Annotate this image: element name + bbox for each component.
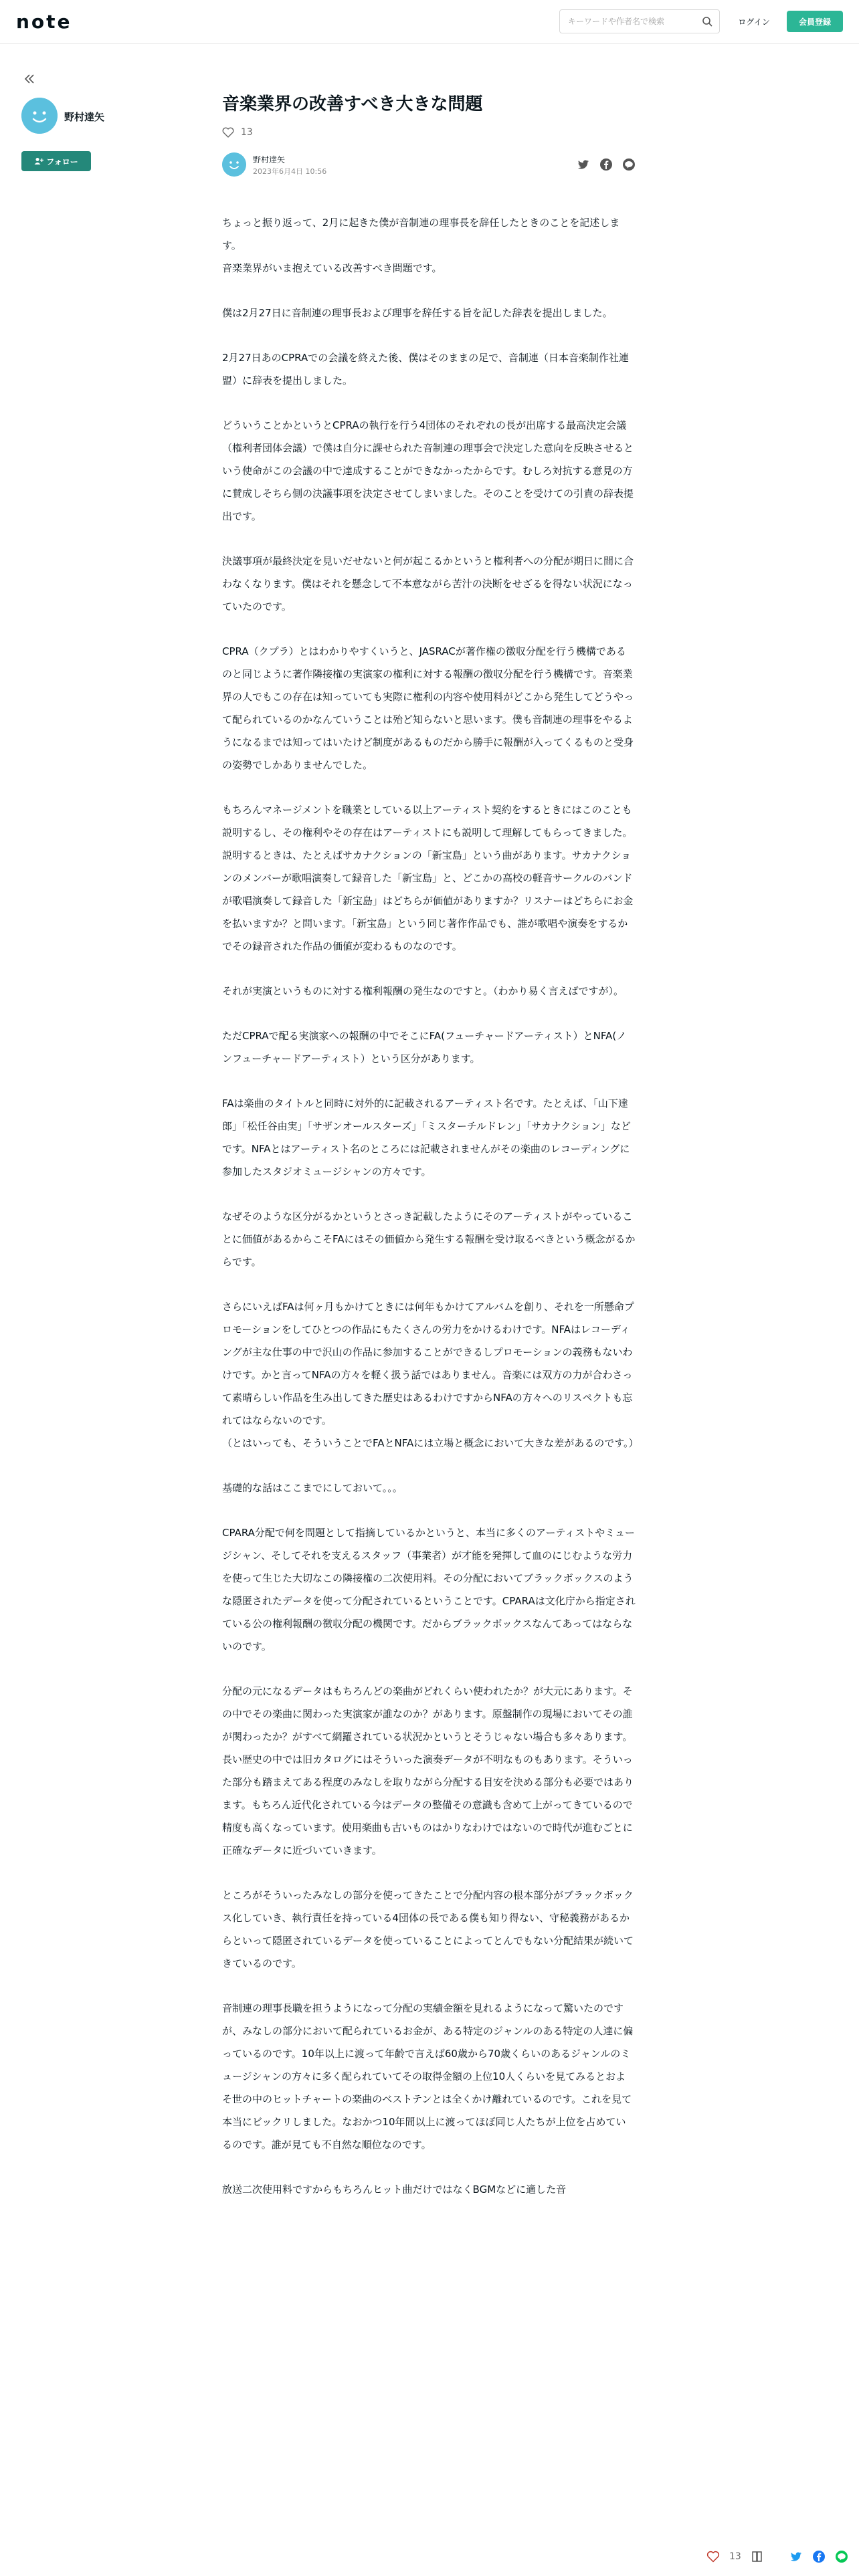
article-paragraph: さらにいえばFAは何ヶ月もかけてときには何年もかけてアルバムを創り、それを一所懸命プロモーションをしてひとつの作品にもたくさんの労力をかけるわけです。NFAはレコーディングが主な仕事の中で沢山の作品に参加することができるしプロモーションの義務もないわけです。かと言ってNFAの方々を軽く扱う話ではありません。音楽には双方の力が合わさって素晴らしい作品を生み出してきた歴史はあるわけですからNFAの方々へのリスペクトも忘れてはならないのです。 （とはいっても、そういうことでFAとNFAには立場と概念において大きな差があるのです。） (222, 1301, 639, 1449)
search-box (559, 9, 720, 33)
signup-button[interactable]: 会員登録 (787, 11, 843, 32)
article-paragraph: FAは楽曲のタイトルと同時に対外的に記載されるアーティスト名です。たとえば、「山下達郎」「松任谷由実」「サザンオールスターズ」「ミスターチルドレン」「サカナクション」などです。NFAとはアーティスト名のところには記載されませんがその楽曲のレコーディングに参加したスタジオミュージシャンの方々です。 (222, 1097, 631, 1178)
article-paragraph: 基礎的な話はここまでにしておいて。。。 (222, 1482, 403, 1494)
twitter-icon[interactable] (789, 2550, 803, 2563)
search-icon[interactable] (702, 16, 712, 27)
article-paragraph: それが実演というものに対する権利報酬の発生なのですと。（わかり易く言えばですが）。 (222, 985, 624, 997)
author-avatar[interactable] (21, 98, 58, 134)
facebook-icon[interactable] (812, 2550, 826, 2563)
heart-icon[interactable] (706, 2550, 720, 2563)
magazine-add-icon[interactable] (751, 2550, 764, 2563)
header (0, 0, 859, 44)
article-paragraph: 放送二次使用料ですからもちろんヒット曲だけではなくBGMなどに適した音 (222, 2183, 567, 2195)
like-count[interactable]: 13 (241, 127, 253, 138)
article-paragraph: CPARA分配で何を問題として指摘しているかというと、本当に多くのアーティストやミュージシャン、そしてそれを支えるスタッフ（事業者）が才能を発揮して血のにじむような労力を使って生じた大切なこの隣接権の二次使用料。その分配においてブラックボックスのような隠匿されたデータを使って分配されているということです。CPARAは文化庁から指定されている公の権利報酬の徴収分配の機関です。だからブラックボックスなんてあってはならないのです。 (222, 1527, 636, 1652)
follow-button[interactable] (21, 151, 91, 171)
share-buttons (577, 158, 636, 171)
article (222, 91, 639, 2223)
follow-label: フォロー (46, 156, 78, 167)
article-paragraph: なぜそのような区分がるかというとさっき記載したようにそのアーティストがやっていることに価値があるからこそFAにはその価値から発生する報酬を受け取るべきという概念がるからです。 (222, 1210, 636, 1268)
article-paragraph: 2月27日あのCPRAでの会議を終えた後、僕はそのままの足で、音制連（日本音楽制作社連盟）に辞表を提出しました。 (222, 352, 629, 387)
floating-action-bar (696, 2543, 859, 2571)
article-paragraph: もちろんマネージメントを職業としている以上アーティスト契約をするときにはこのことも説明するし、その権利やその存在はアーティストにも説明して理解してもらってきました。説明するときは、たとえばサカナクションの「新宝島」という曲があります。サカナクションのメンバーが歌唱演奏して録音した「新宝島」と、どこかの高校の軽音サークルのバンドが歌唱演奏して録音した「新宝島」はどちらが価値がありますか？リスナーはどちらにお金を払いますか？と問います。「新宝島」という同じ著作作品でも、誰が歌唱や演奏をするかでその録音された作品の価値が変わるものなのです。 (222, 804, 634, 952)
search-input[interactable] (560, 17, 694, 26)
byline-author-name[interactable]: 野村達矢 (253, 155, 286, 165)
line-icon[interactable] (622, 158, 636, 171)
sidebar-author-name[interactable]: 野村達矢 (64, 111, 105, 123)
double-chevron-left-icon[interactable] (23, 72, 36, 86)
login-link[interactable]: ログイン (738, 17, 770, 27)
heart-icon[interactable] (222, 127, 234, 138)
twitter-icon[interactable] (577, 158, 590, 171)
article-title: 音楽業界の改善すべき大きな問題 (222, 94, 483, 114)
line-icon[interactable] (835, 2550, 848, 2563)
article-paragraph: ところがそういったみなしの部分を使ってきたことで分配内容の根本部分がブラックボックス化していき、執行責任を持っている4団体の長である僕も知り得ない、守秘義務があるからといって隠匿されているデータを使っていることによってとんでもない分配結果が続いてきているのです。 (222, 1889, 634, 1969)
article-body (222, 211, 639, 2201)
like-area (222, 127, 636, 138)
article-paragraph: CPRA（クプラ）とはわかりやすくいうと、JASRACが著作権の徴収分配を行う機構であるのと同じように著作隣接権の実演家の権利に対する報酬の徴収分配を行う機構です。音楽業界の人でもこの存在は知っていても実際に権利の内容や使用料がどこから発生してどうやって配られているのかなんていうことは殆ど知らないと思います。僕も音制連の理事をやるようになるまでは知ってはいたけど制度があるものだから勝手に報酬が入ってくるものと受身の姿勢でしかありませんでした。 (222, 645, 634, 771)
smiley-icon (222, 152, 246, 177)
article-paragraph: どういうことかというとCPRAの執行を行う4団体のそれぞれの長が出席する最高決定会議（権利者団体会議）で僕は自分に課せられた音制連の理事会で決定した意向を反映させるという使命がこの会議の中で達成することができなかったからです。むしろ対抗する意見の方に賛成しそちら側の決議事項を決定させてしまいました。そのことを受けての引責の辞表提出です。 (222, 419, 634, 522)
smiley-icon (21, 98, 58, 134)
article-paragraph: 僕は2月27日に音制連の理事長および理事を辞任する旨を記した辞表を提出しました。 (222, 307, 613, 319)
article-paragraph: 音制連の理事長職を担うようになって分配の実績金額を見れるようになって驚いたのですが、みなしの部分において配られているお金が、ある特定のジャンルのある特定の人達に偏っているのです。10年以上に渡って年齢で言えば60歳から70歳くらいのあるジャンルのミュージシャンの方々に多く配られていてその取得金額の上位10人くらいを見てみるとおよそ世の中のヒットチャートの楽曲のベストテンとは全くかけ離れているのです。これを見て本当にビックリしました。なおかつ10年間以上に渡ってほぼ同じ人たちが上位を占めているのです。誰が見ても不自然な順位なのです。 (222, 2002, 634, 2151)
add-user-icon (34, 157, 43, 165)
publish-date: 2023年6月4日 10:56 (253, 167, 327, 176)
article-paragraph: 決議事項が最終決定を見いだせないと何が起こるかというと権利者への分配が期日に間に合わなくなります。僕はそれを懸念して不本意ながら苦汁の決断をせざるを得ない状況になっていたのです。 (222, 555, 634, 613)
byline (222, 151, 636, 178)
article-paragraph: 分配の元になるデータはもちろんどの楽曲がどれくらい使われたか？が大元にあります。その中でその楽曲に関わった実演家が誰なのか？があります。原盤制作の現場においてその誰が関わったか？がすべて網羅されている状況かというとそうじゃない場合も多々あります。長い歴史の中では旧カタログにはそういった演奏データが不明なものもあります。そういった部分も踏まえてある程度のみなしを取りながら分配する目安を決める部分も必要ではあります。もちろん近代化されている今はデータの整備その意識も含めて上がってきているので精度も高くなっています。使用楽曲も古いものはかりなわけではないので時代が進むごとに正確なデータに近づいていきます。 (222, 1685, 634, 1856)
article-paragraph: ただCPRAで配る実演家への報酬の中でそこにFA(フューチャードアーティスト）とNFA(ノンフューチャードアーティスト）という区分があります。 (222, 1030, 627, 1065)
byline-avatar[interactable] (222, 152, 246, 177)
floating-like-count[interactable]: 13 (729, 2551, 741, 2562)
note-logo[interactable]: note (16, 10, 72, 33)
article-paragraph: ちょっと振り返って、2月に起きた僕が音制連の理事長を辞任したときのことを記述します。 音楽業界がいま抱えている改善すべき問題です。 (222, 217, 620, 274)
facebook-icon[interactable] (599, 158, 613, 171)
